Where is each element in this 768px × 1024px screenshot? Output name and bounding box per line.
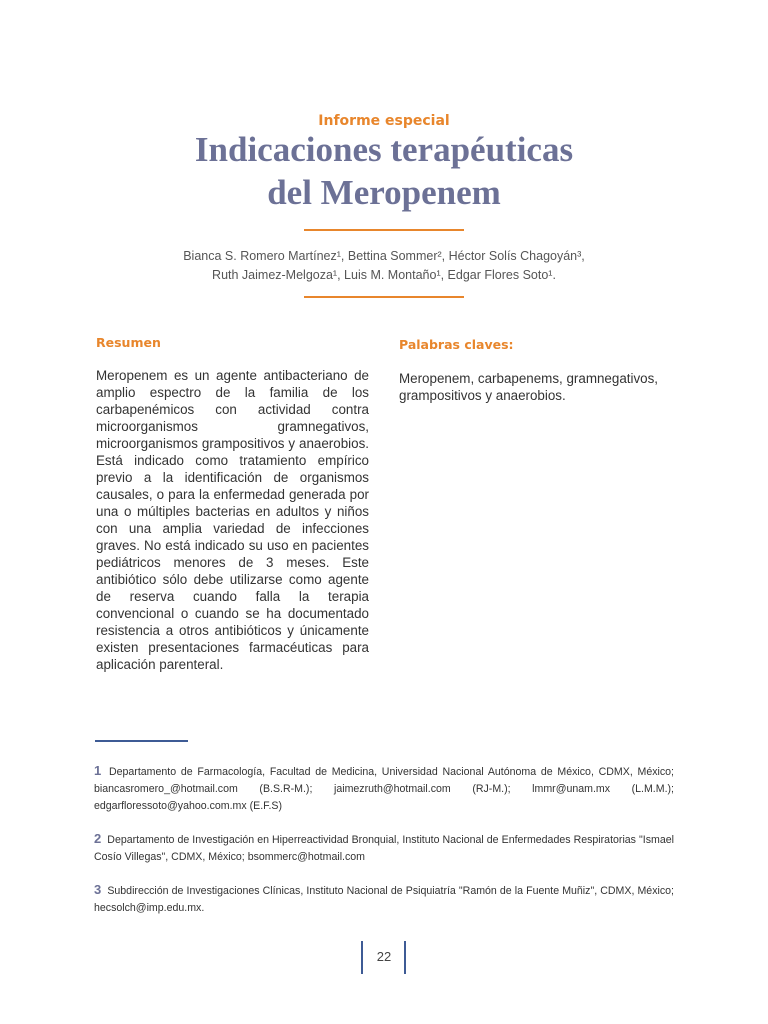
article-title — [0, 128, 768, 214]
footnote-3 — [94, 881, 674, 917]
keywords-text: Meropenem, carbapenems, gramnegativos, grampositivos y anaerobios. — [399, 371, 659, 403]
footnote-text: Subdirección de Investigaciones Clínicas, Instituto Nacional de Psiquiatría "Ramón de la Fuente Muñiz", CDMX, México; hecsolch@imp.edu.mx. — [94, 885, 674, 914]
abstract-heading: Resumen — [96, 335, 161, 350]
authors-line-2: Ruth Jaimez-Melgoza¹, Luis M. Montaño¹, Edgar Flores Soto¹. — [212, 268, 556, 282]
footnote-text: Departamento de Investigación en Hiperreactividad Bronquial, Instituto Nacional de Enfermedades Respiratorias "Ismael Cosío Villegas", CDMX, México; bsommerc@hotmail.com — [94, 834, 674, 863]
keywords-heading: Palabras claves: — [399, 337, 514, 352]
footnote-number: 2 — [94, 831, 102, 846]
authors-divider — [304, 296, 464, 298]
footnote-number: 1 — [94, 763, 102, 778]
page-number-bar-right — [404, 941, 406, 974]
title-divider — [304, 229, 464, 231]
footnote-number: 3 — [94, 882, 102, 897]
footnote-2 — [94, 830, 674, 866]
abstract-text: Meropenem es un agente antibacteriano de amplio espectro de la familia de los carbapenémicos con actividad contra microorganismos gramnegativos, microorganismos grampositivos y anaerobios. Está indicado como tratamiento empírico previo a la identificación de organismos causales, o para la enfermedad generada por una o múltiples bacterias en adultos y niños con una amplia variedad de infecciones graves. No está indicado su uso en pacientes pediátricos menores de 3 meses. Este antibiótico sólo debe utilizarse como agente de reserva cuando falla la terapia convencional o cuando se ha documentado resistencia a otros antibióticos y únicamente existen presentaciones farmacéuticas para aplicación parenteral. — [96, 368, 369, 672]
footnote-text: Departamento de Farmacología, Facultad de Medicina, Universidad Nacional Autónoma de México, CDMX, México; biancasromero_@hotmail.com (B.S.R-M.); jaimezruth@hotmail.com (RJ-M.); lmmr@unam.mx (L.M.M.); edgarfloressoto@yahoo.com.mx (E.F.S) — [94, 766, 675, 812]
title-line-2: del Meropenem — [267, 173, 501, 212]
footnote-divider — [95, 740, 188, 742]
section-kicker: Informe especial — [318, 113, 450, 129]
footnote-1 — [94, 762, 674, 815]
page-number-bar-left — [361, 941, 363, 974]
title-line-1: Indicaciones terapéuticas — [194, 130, 574, 169]
author-list — [120, 247, 648, 285]
authors-line-1: Bianca S. Romero Martínez¹, Bettina Sommer², Héctor Solís Chagoyán³, — [183, 249, 585, 263]
page-number: 22 — [376, 949, 392, 964]
